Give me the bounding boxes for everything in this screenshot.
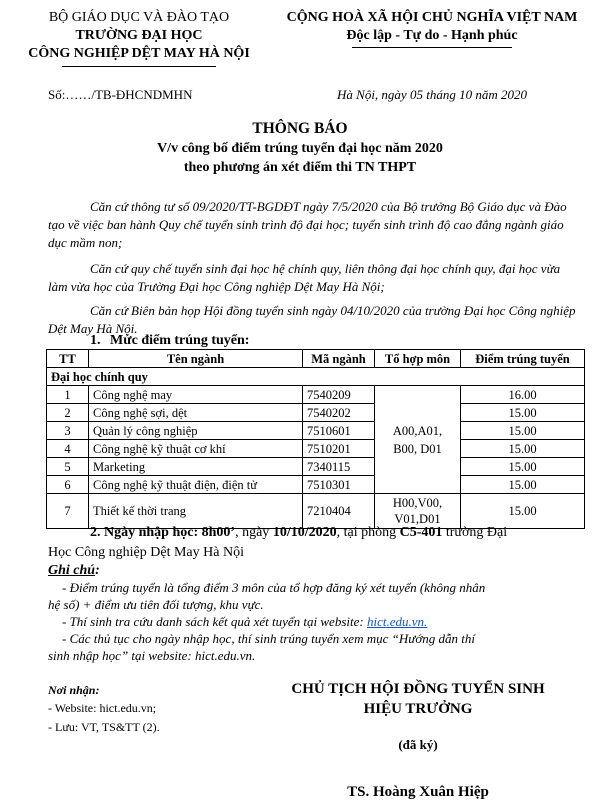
major-name: Công nghệ may [89, 386, 303, 404]
section2-number: 2. [90, 525, 101, 540]
admission-score: 15.00 [461, 422, 585, 440]
ministry-name: BỘ GIÁO DỤC VÀ ĐÀO TẠO [48, 10, 230, 25]
major-name: Marketing [89, 458, 303, 476]
admission-score: 15.00 [461, 458, 585, 476]
enrollment-text: trường Đại [442, 525, 508, 540]
major-code: 7540202 [303, 404, 375, 422]
enrollment-text: , ngày [235, 525, 273, 540]
signer-title-line1: CHỦ TỊCH HỘI ĐỒNG TUYỂN SINH [291, 681, 545, 697]
combo-line: A00,A01, [392, 423, 443, 438]
country-name: CỘNG HOÀ XÃ HỘI CHỦ NGHĨA VIỆT NAM [286, 10, 578, 25]
row-number: 7 [47, 494, 89, 529]
school-name-line2: CÔNG NGHIỆP DỆT MAY HÀ NỘI [28, 46, 250, 61]
note-item-continued: hệ số) + điểm ưu tiên đối tượng, khu vực. [48, 597, 264, 612]
row-number: 2 [47, 404, 89, 422]
combo-line: H00,V00, [392, 496, 443, 510]
major-code: 7510201 [303, 440, 375, 458]
school-name-line1: TRƯỜNG ĐẠI HỌC [75, 28, 203, 43]
major-name: Công nghệ sợi, dệt [89, 404, 303, 422]
national-motto: Độc lập - Tự do - Hạnh phúc [346, 28, 518, 43]
row-number: 6 [47, 476, 89, 494]
column-header: TT [47, 350, 89, 368]
enrollment-time: 8h00’ [201, 525, 236, 540]
header-right-underline [352, 47, 512, 48]
table-row [47, 422, 585, 440]
major-name: Công nghệ kỹ thuật cơ khí [89, 440, 303, 458]
notice-subject-line1: V/v công bố điểm trúng tuyển đại học năm 2020 [157, 141, 443, 156]
note-item-continued: sinh nhập học” tại website: hict.edu.vn. [48, 648, 256, 663]
major-name: Công nghệ kỹ thuật điện, điện tử [89, 476, 303, 494]
notes-label: Ghi chú [48, 563, 96, 578]
notice-title: THÔNG BÁO [252, 120, 348, 137]
admission-score: 15.00 [461, 476, 585, 494]
major-code: 7510301 [303, 476, 375, 494]
signer-name: TS. Hoàng Xuân Hiệp [347, 784, 489, 800]
combo-line: V01,D01 [394, 512, 441, 526]
table-row [47, 476, 585, 494]
section1-heading [90, 333, 249, 349]
recipients-label: Nơi nhận: [48, 683, 100, 697]
major-name: Quản lý công nghiệp [89, 422, 303, 440]
column-header: Tổ hợp môn [375, 350, 461, 368]
enrollment-text: , tại phòng [336, 525, 400, 540]
admission-score: 16.00 [461, 386, 585, 404]
section2-line2: Học Công nghiệp Dệt May Hà Nội [48, 545, 244, 560]
table-row [47, 440, 585, 458]
website-link[interactable]: hict.edu.vn. [366, 614, 428, 629]
admission-score: 15.00 [461, 494, 585, 529]
subject-combination [375, 386, 461, 494]
column-header: Mã ngành [303, 350, 375, 368]
column-header: Tên ngành [89, 350, 303, 368]
combo-line: B00, D01 [393, 441, 442, 456]
section1-title: Mức điểm trúng tuyển: [110, 333, 250, 348]
notes-colon: : [95, 563, 100, 578]
table-row [47, 404, 585, 422]
row-number: 3 [47, 422, 89, 440]
row-number: 5 [47, 458, 89, 476]
section1-number: 1. [90, 333, 101, 348]
table-row [47, 386, 585, 404]
admission-score: 15.00 [461, 440, 585, 458]
group-label: Đại học chính quy [47, 368, 585, 386]
note-text: - Thí sinh tra cứu danh sách kết quả xét tuyển tại website: [62, 614, 367, 629]
recipient-item: - Website: hict.edu.vn; [48, 701, 157, 715]
major-code: 7340115 [303, 458, 375, 476]
table-header-row [47, 350, 585, 368]
signed-note: (đã ký) [398, 737, 438, 752]
admission-scores-table [46, 349, 585, 529]
major-name: Thiết kế thời trang [89, 494, 303, 529]
admission-score: 15.00 [461, 404, 585, 422]
notice-subject-line2: theo phương án xét điểm thi TN THPT [183, 160, 417, 175]
header-left-underline [62, 66, 216, 67]
enrollment-date: 10/10/2020 [272, 525, 337, 540]
table-row [47, 458, 585, 476]
enrollment-room: C5-401 [399, 525, 443, 540]
note-item: - Điểm trúng tuyển là tổng điểm 3 môn của tổ hợp đăng ký xét tuyển (không nhân [62, 580, 486, 595]
table-row [47, 494, 585, 529]
issue-date: Hà Nội, ngày 05 tháng 10 năm 2020 [337, 87, 527, 102]
row-number: 4 [47, 440, 89, 458]
major-code: 7510601 [303, 422, 375, 440]
subject-combination [375, 494, 461, 529]
section2-enrollment-line [90, 525, 507, 541]
note-item [62, 614, 427, 630]
column-header: Điểm trúng tuyển [461, 350, 585, 368]
group-row [47, 368, 585, 386]
row-number: 1 [47, 386, 89, 404]
notes-heading [48, 563, 100, 579]
recipient-item: - Lưu: VT, TS&TT (2). [48, 720, 160, 734]
legal-basis-paragraph: Căn cứ quy chế tuyển sinh đại học hệ chính quy, liên thông đại học chính quy, đại học vừa làm vừa học của Trường Đại học Công nghiệp Dệt May Hà Nội; [48, 261, 561, 294]
section2-label: Ngày nhập học: [104, 525, 199, 540]
major-code: 7210404 [303, 494, 375, 529]
major-code: 7540209 [303, 386, 375, 404]
note-item: - Các thủ tục cho ngày nhập học, thí sinh trúng tuyển xem mục “Hướng dẫn thí [62, 631, 475, 646]
legal-basis-paragraph: Căn cứ thông tư số 09/2020/TT-BGDĐT ngày 7/5/2020 của Bộ trưởng Bộ Giáo dục và Đào tạo về việc ban hành Quy chế tuyển sinh trình độ đại học; tuyển sinh trình độ cao đẳng ngành giáo dục mầm non; [48, 199, 567, 250]
legal-basis-paragraph: Căn cứ Biên bản họp Hội đồng tuyển sinh ngày 04/10/2020 của trường Đại học Công nghiệp Dệt May Hà Nội. [48, 303, 576, 336]
document-number: Số:……/TB-ĐHCNDMHN [48, 87, 193, 102]
signer-title-line2: HIỆU TRƯỞNG [363, 701, 473, 717]
